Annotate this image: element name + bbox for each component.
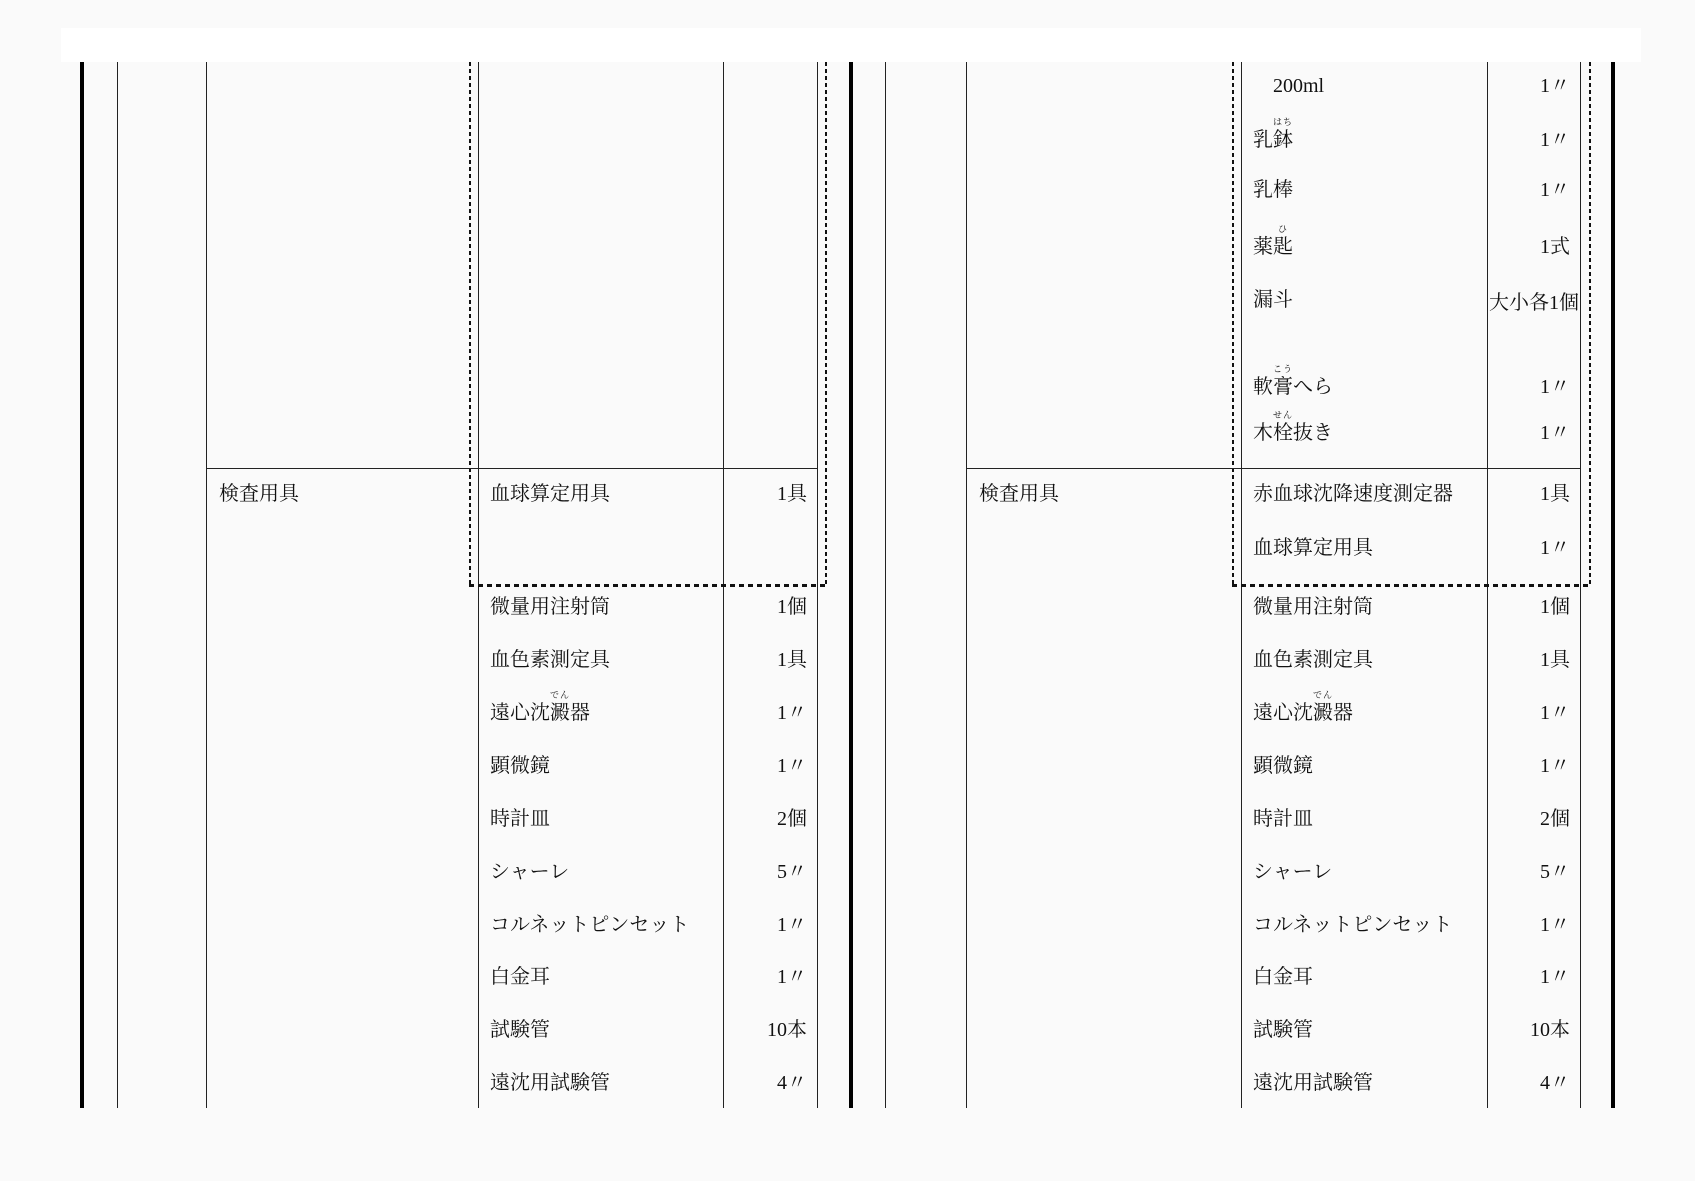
item-name: 漏斗 xyxy=(1253,289,1293,311)
item-name: 乳棒 xyxy=(1253,179,1293,201)
item-quantity: 1〃 xyxy=(777,702,807,724)
furigana-base: 栓 せん xyxy=(1272,410,1294,444)
item-name: 微量用注射筒 xyxy=(490,596,610,618)
item-quantity: 1〃 xyxy=(777,966,807,988)
item-quantity: 2個 xyxy=(1540,808,1570,830)
item-name: 遠心沈澱 でん 器 xyxy=(1253,690,1353,724)
item-name: 薬匙 ひ xyxy=(1253,224,1293,258)
left-category-row-top-border xyxy=(206,468,817,469)
furigana-reading: せん xyxy=(1272,410,1294,420)
item-quantity: 1〃 xyxy=(777,755,807,777)
item-name: 試験管 xyxy=(1253,1019,1313,1041)
item-quantity: 1具 xyxy=(1540,483,1570,505)
item-name: 白金耳 xyxy=(1253,966,1313,988)
item-name: 白金耳 xyxy=(490,966,550,988)
item-quantity: 1個 xyxy=(1540,596,1570,618)
item-name: 乳鉢 はち xyxy=(1253,117,1294,151)
item-name: 時計皿 xyxy=(1253,808,1313,830)
left-col-border-1 xyxy=(117,62,118,1108)
item-quantity: 1具 xyxy=(1540,649,1570,671)
furigana-reading: はち xyxy=(1272,117,1294,127)
furigana-reading: でん xyxy=(1312,690,1334,700)
item-name: 遠沈用試験管 xyxy=(490,1072,610,1094)
item-quantity: 5〃 xyxy=(777,861,807,883)
item-quantity: 1具 xyxy=(777,483,807,505)
furigana-reading: こう xyxy=(1272,364,1294,374)
item-name: 遠心沈澱 でん 器 xyxy=(490,690,590,724)
furigana-base: 匙 ひ xyxy=(1273,224,1293,258)
item-quantity: 1具 xyxy=(777,649,807,671)
item-name: 軟膏 こう へら xyxy=(1253,364,1333,398)
item-quantity: 1〃 xyxy=(1540,376,1570,398)
page-edge-rule-right xyxy=(1611,62,1615,1108)
item-name: コルネットピンセット xyxy=(1253,914,1453,936)
left-dashed-continuation-left xyxy=(469,62,471,585)
item-name: 顕微鏡 xyxy=(490,755,550,777)
right-dashed-continuation-bottom xyxy=(1232,584,1591,587)
item-quantity: 1〃 xyxy=(777,914,807,936)
item-quantity: 大小各1個 xyxy=(1489,292,1579,314)
item-name: 血球算定用具 xyxy=(1253,537,1373,559)
item-quantity: 1〃 xyxy=(1540,914,1570,936)
item-quantity: 1式 xyxy=(1540,236,1570,258)
right-dashed-continuation-right xyxy=(1589,62,1591,585)
furigana-base: 膏 こう xyxy=(1272,364,1294,398)
item-name: 顕微鏡 xyxy=(1253,755,1313,777)
item-quantity: 1〃 xyxy=(1540,179,1570,201)
item-quantity: 1〃 xyxy=(1540,966,1570,988)
item-name: コルネットピンセット xyxy=(490,914,690,936)
item-name: 微量用注射筒 xyxy=(1253,596,1373,618)
item-quantity: 10本 xyxy=(767,1019,807,1041)
item-quantity: 4〃 xyxy=(777,1072,807,1094)
item-quantity: 1〃 xyxy=(1540,755,1570,777)
page-edge-rule-left xyxy=(80,62,84,1108)
right-col-border-1 xyxy=(885,62,886,1108)
right-category-row-top-border xyxy=(966,468,1580,469)
category-cell-label-right: 検査用具 xyxy=(979,483,1059,505)
item-name: 血色素測定具 xyxy=(490,649,610,671)
item-quantity: 1〃 xyxy=(1540,422,1570,444)
item-name: 200ml xyxy=(1253,75,1325,97)
right-dashed-continuation-left xyxy=(1232,62,1234,585)
item-name: 試験管 xyxy=(490,1019,550,1041)
left-dashed-continuation-bottom xyxy=(469,584,827,587)
page-edge-rule-center xyxy=(849,62,853,1108)
category-cell-label-left: 検査用具 xyxy=(219,483,299,505)
right-category-col-border xyxy=(966,62,967,1108)
left-dashed-continuation-right xyxy=(825,62,827,585)
item-name: 木栓 せん 抜き xyxy=(1253,410,1333,444)
item-name: 血球算定用具 xyxy=(490,483,610,505)
item-quantity: 1〃 xyxy=(1540,75,1570,97)
item-name: 赤血球沈降速度測定器 xyxy=(1253,483,1453,505)
item-name: 時計皿 xyxy=(490,808,550,830)
item-name: 血色素測定具 xyxy=(1253,649,1373,671)
item-name: シャーレ xyxy=(1253,861,1333,883)
item-quantity: 1〃 xyxy=(1540,129,1570,151)
item-name: 遠沈用試験管 xyxy=(1253,1072,1373,1094)
furigana-base: 澱 でん xyxy=(1312,690,1334,724)
item-quantity: 4〃 xyxy=(1540,1072,1570,1094)
item-name: シャーレ xyxy=(490,861,570,883)
furigana-base: 澱 でん xyxy=(549,690,571,724)
item-quantity: 1個 xyxy=(777,596,807,618)
furigana-reading: ひ xyxy=(1277,224,1289,234)
furigana-reading: でん xyxy=(549,690,571,700)
page-top-margin-band xyxy=(61,28,1641,62)
item-quantity: 2個 xyxy=(777,808,807,830)
item-quantity: 10本 xyxy=(1530,1019,1570,1041)
item-quantity: 5〃 xyxy=(1540,861,1570,883)
left-category-col-border xyxy=(206,62,207,1108)
furigana-base: 鉢 はち xyxy=(1272,117,1294,151)
item-quantity: 1〃 xyxy=(1540,537,1570,559)
item-quantity: 1〃 xyxy=(1540,702,1570,724)
